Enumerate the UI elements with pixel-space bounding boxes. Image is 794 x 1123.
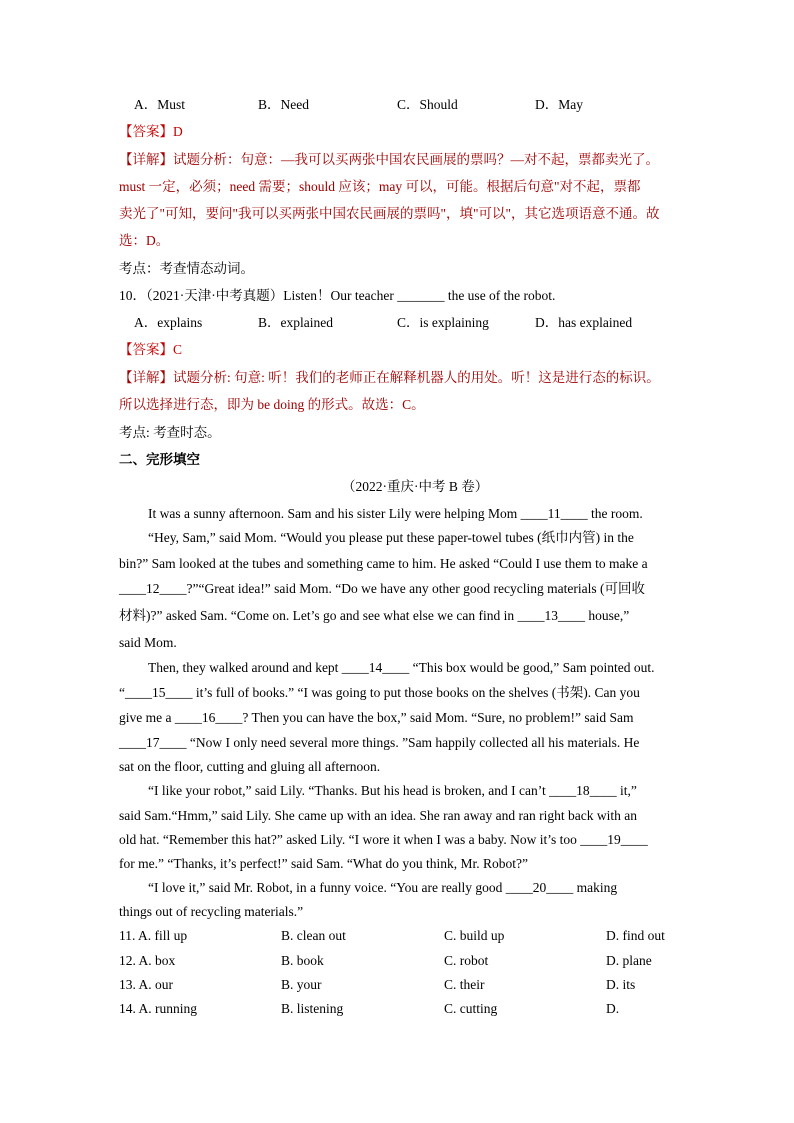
passage-line: said Mom. — [119, 635, 177, 650]
q9-detail-line4: 选：D。 — [119, 233, 170, 248]
option-c: C. cutting — [444, 1001, 498, 1016]
option-c: C. build up — [444, 928, 505, 943]
passage-line: ____12____?”“Great idea!” said Mom. “Do we have any other good recycling materials (可回收 — [119, 581, 645, 596]
passage-line: sat on the floor, cutting and gluing all afternoon. — [119, 759, 381, 774]
q10-answer: 【答案】C — [119, 342, 183, 357]
option-d: D. — [606, 1001, 620, 1016]
option-b: B. book — [281, 953, 324, 968]
option-a: 13. A. our — [119, 977, 173, 992]
option-d: D. find out — [606, 928, 665, 943]
passage-line: things out of recycling materials.” — [119, 904, 304, 919]
option-c: C. their — [444, 977, 485, 992]
passage-line: bin?” Sam looked at the tubes and something came to him. He asked “Could I use them to make a — [119, 556, 648, 571]
passage-line: Then, they walked around and kept ____14____ “This box would be good,” Sam pointed out. — [148, 660, 655, 675]
passage-line: give me a ____16____? Then you can have the box,” said Mom. “Sure, no problem!” said Sam — [119, 710, 634, 725]
q10-detail-line1: 【详解】试题分析: 句意: 听！我们的老师正在解释机器人的用处。听！这是进行态的标识。 — [119, 370, 660, 385]
passage-line: 材料)?” asked Sam. “Come on. Let’s go and see what else we can find in ____13____ house,” — [119, 608, 630, 623]
q9-answer: 【答案】D — [119, 124, 183, 139]
passage-line: ____17____ “Now I only need several more things. ”Sam happily collected all his materials. He — [119, 735, 640, 750]
option-b: B. listening — [281, 1001, 344, 1016]
option-c: C. robot — [444, 953, 489, 968]
q10-option-b: B．explained — [258, 315, 333, 330]
passage-line: “____15____ it’s full of books.” “I was going to put those books on the shelves (书架). Can you — [119, 685, 640, 700]
passage-source: （2022·重庆·中考 B 卷） — [342, 479, 489, 494]
q9-detail-line1: 【详解】试题分析：句意：—我可以买两张中国农民画展的票吗？—对不起，票都卖光了。 — [119, 152, 659, 167]
passage-line: said Sam.“Hmm,” said Lily. She came up with an idea. She ran away and ran right back with an — [119, 808, 637, 823]
passage-line: old hat. “Remember this hat?” asked Lily. “I wore it when I was a baby. Now it’s too ____19____ — [119, 832, 648, 847]
q10-option-d: D．has explained — [535, 315, 633, 330]
passage-line: for me.” “Thanks, it’s perfect!” said Sam. “What do you think, Mr. Robot?” — [119, 856, 529, 871]
option-d: D. its — [606, 977, 636, 992]
q10-kaodian: 考点: 考查时态。 — [119, 425, 221, 440]
passage-line: “Hey, Sam,” said Mom. “Would you please put these paper-towel tubes (纸巾内管) in the — [148, 530, 634, 545]
option-a: 11. A. fill up — [119, 928, 188, 943]
q9-option-b: B．Need — [258, 97, 309, 112]
passage-line: It was a sunny afternoon. Sam and his sister Lily were helping Mom ____11____ the room. — [148, 506, 643, 521]
q10-option-a: A．explains — [134, 315, 203, 330]
passage-line: “I like your robot,” said Lily. “Thanks. But his head is broken, and I can’t ____18____ it,” — [148, 783, 637, 798]
q9-option-d: D．May — [535, 97, 583, 112]
passage-line: “I love it,” said Mr. Robot, in a funny voice. “You are really good ____20____ making — [148, 880, 618, 895]
section-title: 二、完形填空 — [119, 452, 200, 467]
option-d: D. plane — [606, 953, 652, 968]
q9-detail-line2: must 一定，必须；need 需要；should 应该；may 可以，可能。根据后句意"对不起，票都 — [119, 179, 641, 194]
q9-option-a: A．Must — [134, 97, 186, 112]
option-b: B. your — [281, 977, 322, 992]
option-a: 12. A. box — [119, 953, 176, 968]
q10-detail-line2: 所以选择进行态，即为 be doing 的形式。故选：C。 — [119, 397, 425, 412]
option-b: B. clean out — [281, 928, 346, 943]
q9-kaodian: 考点：考查情态动词。 — [119, 261, 254, 276]
q10-stem: 10．（2021·天津·中考真题）Listen！Our teacher _______ the use of the robot. — [119, 288, 556, 303]
option-a: 14. A. running — [119, 1001, 198, 1016]
q10-option-c: C．is explaining — [397, 315, 489, 330]
q9-option-c: C．Should — [397, 97, 458, 112]
q9-detail-line3: 卖光了"可知，要问"我可以买两张中国农民画展的票吗"，填"可以"，其它选项语意不通。故 — [119, 206, 660, 221]
